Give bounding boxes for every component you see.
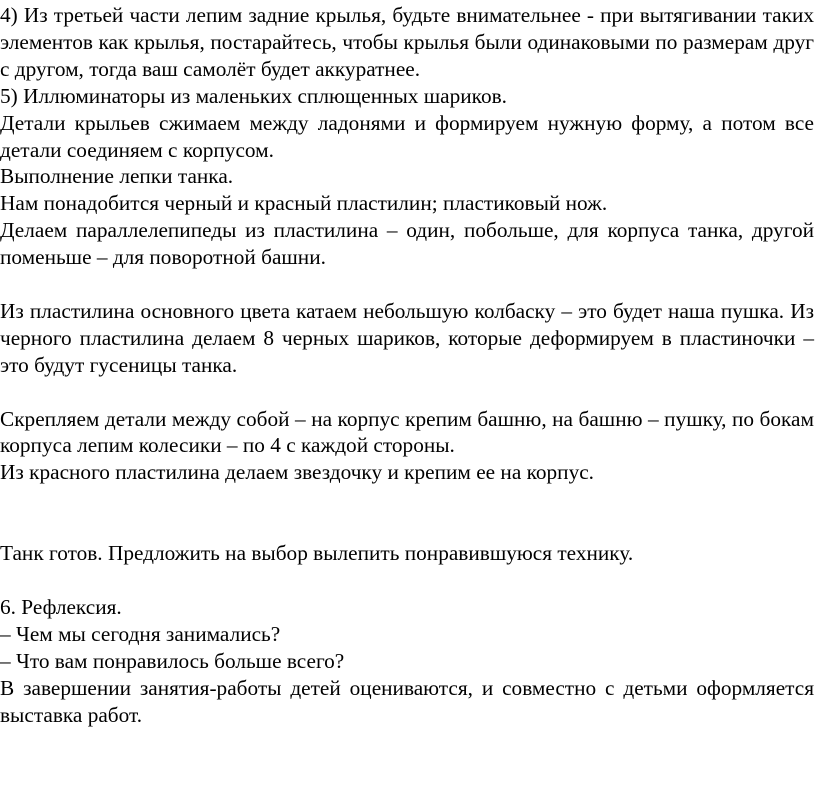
paragraph-question-1: – Чем мы сегодня занимались?	[0, 621, 281, 646]
paragraph-reflection-heading: 6. Рефлексия.	[0, 594, 122, 619]
paragraph-wings-step: 4) Из третьей части лепим задние крылья, будьте внимательнее - при вытягивании таких элементов как крылья, постарайтесь, чтобы крылья были одинаковыми по размерам друг с другом, тогда ваш самолёт будет аккуратнее.	[0, 3, 814, 81]
spacer	[0, 271, 814, 298]
paragraph-portholes-step: 5) Иллюминаторы из маленьких сплющенных шариков.	[0, 83, 507, 108]
paragraph-star: Из красного пластилина делаем звездочку и крепим ее на корпус.	[0, 460, 594, 485]
paragraph-tank-heading: Выполнение лепки танка.	[0, 164, 234, 189]
paragraph-cannon-tracks: Из пластилина основного цвета катаем небольшую колбаску – это будет наша пушка. Из черного пластилина делаем 8 черных шариков, которые деформируем в пластиночки – это будут гусеницы танка.	[0, 298, 814, 377]
spacer	[0, 486, 814, 540]
spacer	[0, 379, 814, 406]
paragraph-attach-parts: Скрепляем детали между собой – на корпус крепим башню, на башню – пушку, по бокам корпуса лепим колесики – по 4 с каждой стороны.	[0, 406, 814, 458]
paragraph-tank-ready: Танк готов. Предложить на выбор вылепить понравившуюся технику.	[0, 541, 634, 566]
paragraph-materials: Нам понадобится черный и красный пластилин; пластиковый нож.	[0, 191, 608, 216]
paragraph-question-2: – Что вам понравилось больше всего?	[0, 648, 345, 673]
paragraph-parallelepipeds: Делаем параллелепипеды из пластилина – один, побольше, для корпуса танка, другой поменьше – для поворотной башни.	[0, 218, 814, 270]
paragraph-assembly: Детали крыльев сжимаем между ладонями и формируем нужную форму, а потом все детали соединяем с корпусом.	[0, 110, 814, 162]
paragraph-conclusion: В завершении занятия-работы детей оцениваются, и совместно с детьми оформляется выставка работ.	[0, 675, 814, 727]
spacer	[0, 567, 814, 594]
